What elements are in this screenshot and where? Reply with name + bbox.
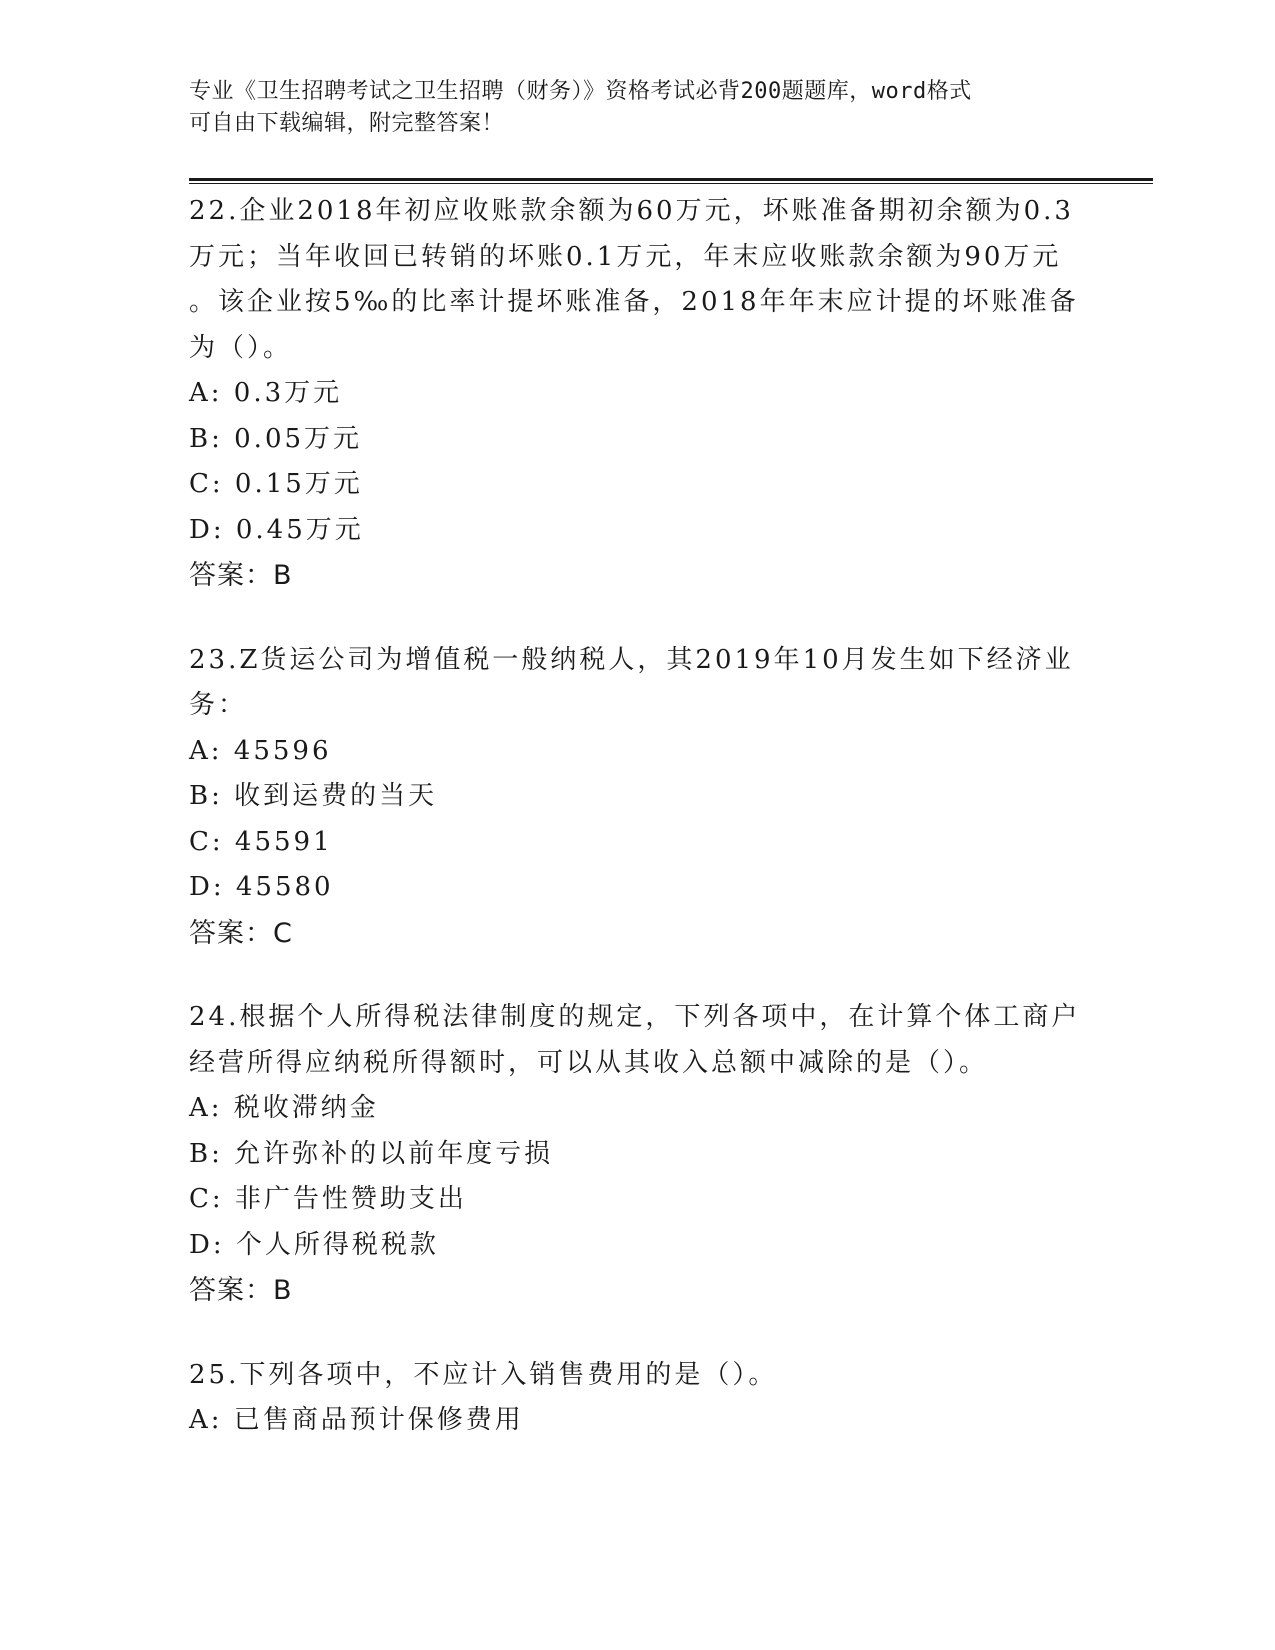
document-header — [189, 76, 1089, 140]
header-divider-thick — [189, 178, 1153, 181]
question-24 — [189, 995, 1089, 1314]
question-stem-line: 24.根据个人所得税法律制度的规定，下列各项中，在计算个体工商户 — [189, 1002, 1081, 1032]
question-stem-line: 。该企业按5‰的比率计提坏账准备，2018年年末应计提的坏账准备 — [189, 287, 1079, 317]
option-a: A: 已售商品预计保修费用 — [189, 1405, 524, 1435]
option-c: C: 45591 — [189, 826, 333, 857]
question-stem-line: 经营所得应纳税所得额时，可以从其收入总额中减除的是（）。 — [189, 1047, 989, 1078]
question-stem-line: 22.企业2018年初应收账款余额为60万元，坏账准备期初余额为0.3 — [189, 196, 1074, 226]
option-b: B: 0.05万元 — [189, 423, 363, 454]
question-stem-line: 为（）。 — [189, 332, 293, 363]
question-stem-line: 25.下列各项中，不应计入销售费用的是（）。 — [189, 1359, 778, 1390]
header-line-1: 专业《卫生招聘考试之卫生招聘（财务）》资格考试必背200题题库，word格式 — [189, 79, 972, 104]
question-stem-line: 万元；当年收回已转销的坏账0.1万元，年末应收账款余额为90万元 — [189, 241, 1062, 272]
question-list — [189, 189, 1089, 1483]
question-25 — [189, 1353, 1089, 1444]
option-d: D: 个人所得税税款 — [189, 1229, 439, 1260]
question-23 — [189, 638, 1089, 957]
question-stem-line: 23.Z货运公司为增值税一般纳税人，其2019年10月发生如下经济业 — [189, 644, 1074, 675]
option-a: A: 0.3万元 — [189, 378, 343, 408]
question-22 — [189, 189, 1089, 599]
option-d: D: 0.45万元 — [189, 514, 364, 545]
answer-line: 答案：B — [189, 1275, 293, 1306]
option-c: C: 非广告性赞助支出 — [189, 1184, 467, 1214]
answer-line: 答案：B — [189, 560, 293, 591]
option-c: C: 0.15万元 — [189, 469, 363, 499]
option-d: D: 45580 — [189, 872, 334, 902]
option-a: A: 45596 — [189, 735, 332, 766]
question-stem-line: 务： — [189, 690, 248, 720]
header-divider-thin — [189, 183, 1153, 184]
header-line-2: 可自由下载编辑，附完整答案！ — [189, 111, 505, 136]
option-a: A: 税收滞纳金 — [189, 1093, 379, 1123]
option-b: B: 允许弥补的以前年度亏损 — [189, 1138, 554, 1169]
answer-line: 答案：C — [189, 917, 293, 949]
option-b: B: 收到运费的当天 — [189, 781, 438, 811]
